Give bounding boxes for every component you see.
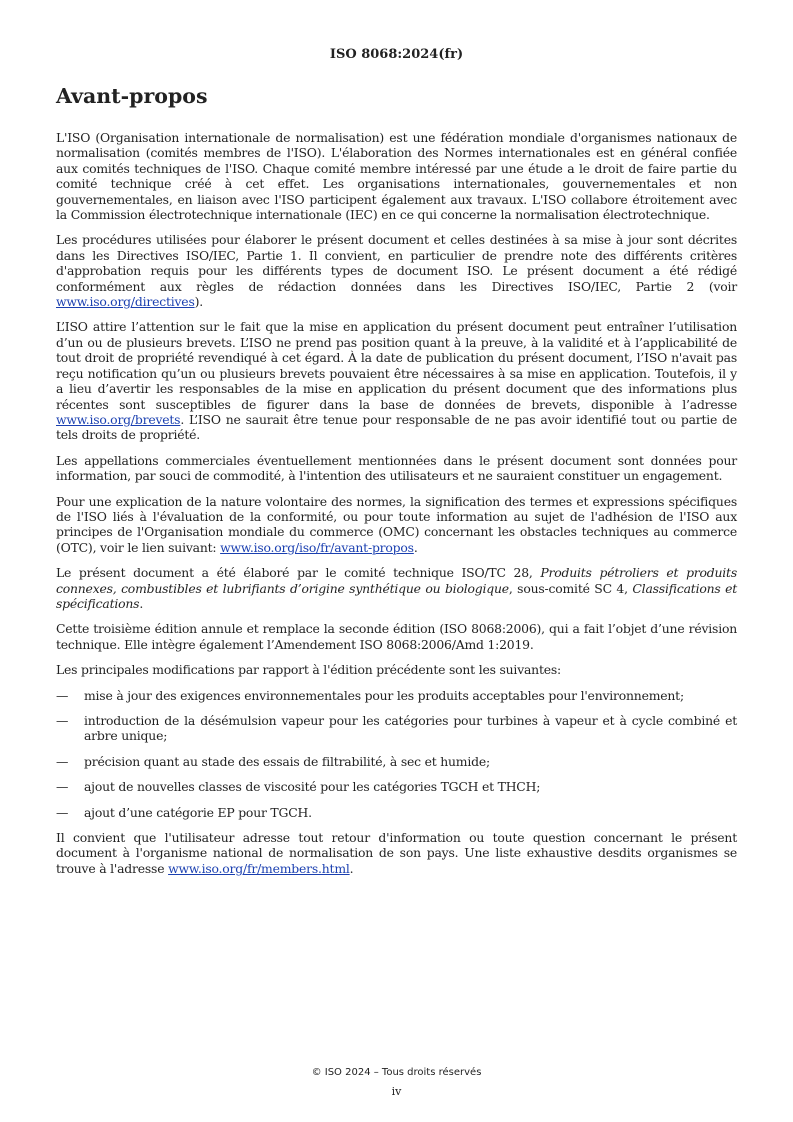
patents-link[interactable]: www.iso.org/brevets <box>56 411 181 427</box>
foreword-body <box>56 130 737 886</box>
dash-bullet: — <box>56 753 69 769</box>
page-number: iv <box>391 1085 402 1098</box>
dash-bullet: — <box>56 779 69 795</box>
paragraph-patents <box>56 319 737 442</box>
foreword-link[interactable]: www.iso.org/iso/fr/avant-propos <box>220 539 414 555</box>
members-link[interactable]: www.iso.org/fr/members.html <box>168 860 350 876</box>
paragraph-text-end: . <box>349 860 354 876</box>
paragraph-trade-names: Les appellations commerciales éventuellement mentionnées dans le présent document sont données pour information, par souci de commodité, à l'intention des utilisateurs et ne sauraient constituer un engagement. <box>56 452 737 484</box>
dash-bullet: — <box>56 713 69 728</box>
list-item-text: introduction de la désémulsion vapeur pour les catégories pour turbines à vapeur et à cycle combiné et arbre unique; <box>84 713 737 744</box>
paragraph-text-end: ). <box>194 294 203 310</box>
paragraph-text-end: . L’ISO ne saurait être tenue pour responsable de ne pas avoir identifié tout ou partie de tels droits de propriété. <box>56 411 737 443</box>
paragraph-text-end: . <box>139 595 144 611</box>
paragraph-text: L’ISO attire l’attention sur le fait que la mise en application du présent document peut entraîner l’utilisation d’un ou de plusieurs brevets. L’ISO ne prend pas position quant à la preuve, à la validité et à l’applicabilité de tout droit de propriété revendiqué à cet égard. À la date de publication du présent document, l’ISO n'avait pas reçu notification qu’un ou plusieurs brevets pouvaient être nécessaires à sa mise en application. Toutefois, il y a lieu d’avertir les responsables de la mise en application du présent document que des informations plus récentes sont susceptibles de figurer dans la base de données de brevets, disponible à l’adresse <box>56 319 737 412</box>
list-item-text: précision quant au stade des essais de filtrabilité, à sec et humide; <box>84 753 490 769</box>
directives-link[interactable]: www.iso.org/directives <box>56 294 195 310</box>
list-item-text: ajout d’une catégorie EP pour TGCH. <box>84 804 312 820</box>
paragraph-procedures <box>56 232 737 309</box>
paragraph-text: Les procédures utilisées pour élaborer le présent document et celles destinées à sa mise à jour sont décrites dans les Directives ISO/IEC, Partie 1. Il convient, en particulier de prendre note des différents critères d'approbation requis pour les différents types de document ISO. Le présent document a été rédigé conformément aux règles de rédaction données dans les Directives ISO/IEC, Partie 2 (voir <box>56 232 737 294</box>
document-identifier: ISO 8068:2024(fr) <box>329 47 464 62</box>
dash-bullet: — <box>56 687 69 703</box>
copyright-notice: © ISO 2024 – Tous droits réservés <box>311 1067 482 1078</box>
list-item <box>56 754 737 769</box>
list-item <box>56 688 737 703</box>
paragraph-committee <box>56 565 737 611</box>
paragraph-text-end: . <box>413 539 418 555</box>
changes-list <box>56 688 737 820</box>
list-item <box>56 779 737 794</box>
paragraph-iso-intro: L'ISO (Organisation internationale de normalisation) est une fédération mondiale d'organismes nationaux de normalisation (comités membres de l'ISO). L'élaboration des Normes internationales est en général confiée aux comités techniques de l'ISO. Chaque comité membre intéressé par une étude a le droit de faire partie du comité technique créé à cet effet. Les organisations internationales, gouvernementales et non gouvernementales, en liaison avec l'ISO participent également aux travaux. L'ISO collabore étroitement avec la Commission électrotechnique internationale (IEC) en ce qui concerne la normalisation électrotechnique. <box>56 130 737 223</box>
page-title: Avant-propos <box>56 84 208 108</box>
list-item <box>56 805 737 820</box>
paragraph-changes-intro: Les principales modifications par rapport à l'édition précédente sont les suivantes: <box>56 662 562 678</box>
paragraph-text: Il convient que l'utilisateur adresse tout retour d'information ou toute question concernant le présent document à l'organisme national de normalisation de son pays. Une liste exhaustive desdits organismes se trouve à l'adresse <box>56 830 737 876</box>
paragraph-edition: Cette troisième édition annule et remplace la seconde édition (ISO 8068:2006), qui a fait l’objet d’une révision technique. Elle intègre également l’Amendement ISO 8068:2006/Amd 1:2019. <box>56 621 737 652</box>
committee-title: Produits pétroliers et produits connexes, combustibles et lubrifiants d’origine synthétique ou biologique <box>56 565 737 596</box>
list-item-text: ajout de nouvelles classes de viscosité pour les catégories TGCH et THCH; <box>84 779 541 795</box>
paragraph-text: Le présent document a été élaboré par le comité technique ISO/TC 28, <box>56 565 541 581</box>
list-item-text: mise à jour des exigences environnementales pour les produits acceptables pour l'environnement; <box>84 687 684 703</box>
dash-bullet: — <box>56 804 69 820</box>
list-item <box>56 713 737 744</box>
paragraph-voluntary-nature <box>56 494 737 556</box>
paragraph-text: Pour une explication de la nature volontaire des normes, la signification des termes et expressions spécifiques de l'ISO liés à l'évaluation de la conformité, ou pour toute information au sujet de l'adhésion de l'ISO aux principes de l'Organisation mondiale du commerce (OMC) concernant les obstacles techniques au commerce (OTC), voir le lien suivant: <box>56 493 737 555</box>
subcommittee-title: Classifications et spécifications <box>56 580 738 611</box>
paragraph-text: , sous-comité SC 4, <box>508 580 633 596</box>
paragraph-feedback <box>56 830 737 876</box>
